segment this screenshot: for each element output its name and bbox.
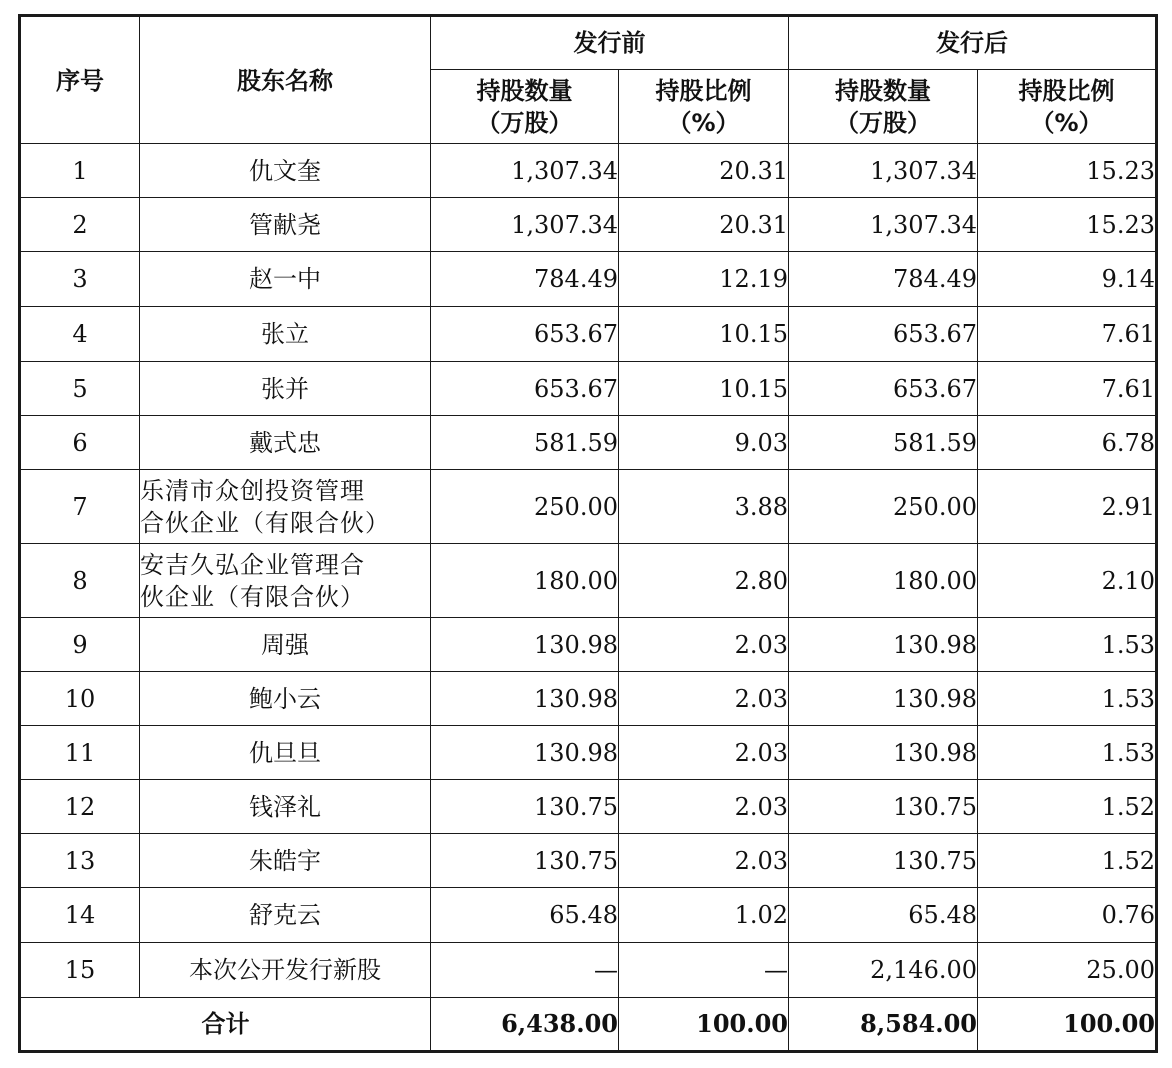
shareholder-name: 仇文奎 <box>140 144 431 198</box>
after-qty: 1,307.34 <box>789 144 978 198</box>
before-qty: 1,307.34 <box>431 144 619 198</box>
after-qty: 784.49 <box>789 252 978 307</box>
shareholder-table <box>18 14 1158 1053</box>
after-pct: 1.53 <box>978 672 1157 726</box>
table-row <box>20 307 1157 362</box>
before-qty: 130.75 <box>431 834 619 888</box>
shareholder-name: 舒克云 <box>140 888 431 943</box>
shareholder-name: 鲍小云 <box>140 672 431 726</box>
after-qty: 250.00 <box>789 470 978 544</box>
header-after-qty <box>789 70 978 144</box>
total-after-qty: 8,584.00 <box>789 998 978 1052</box>
row-number: 10 <box>20 672 140 726</box>
table-row <box>20 726 1157 780</box>
after-pct: 0.76 <box>978 888 1157 943</box>
before-qty: 180.00 <box>431 544 619 618</box>
after-qty: 653.67 <box>789 362 978 416</box>
before-pct: 10.15 <box>619 362 789 416</box>
after-pct: 1.53 <box>978 618 1157 672</box>
shareholder-name: 张并 <box>140 362 431 416</box>
shareholder-name: 周强 <box>140 618 431 672</box>
shareholder-name: 本次公开发行新股 <box>140 943 431 998</box>
before-pct: 10.15 <box>619 307 789 362</box>
header-pct-line1: 持股比例 <box>1018 76 1115 105</box>
table-row <box>20 618 1157 672</box>
after-pct: 7.61 <box>978 307 1157 362</box>
before-qty: 250.00 <box>431 470 619 544</box>
before-qty: 653.67 <box>431 362 619 416</box>
before-pct: 1.02 <box>619 888 789 943</box>
before-pct: — <box>619 943 789 998</box>
after-qty: 1,307.34 <box>789 198 978 252</box>
after-pct: 15.23 <box>978 198 1157 252</box>
row-number: 15 <box>20 943 140 998</box>
header-before-pct <box>619 70 789 144</box>
before-pct: 2.80 <box>619 544 789 618</box>
shareholder-name: 朱皓宇 <box>140 834 431 888</box>
after-pct: 2.91 <box>978 470 1157 544</box>
before-pct: 20.31 <box>619 144 789 198</box>
after-pct: 1.53 <box>978 726 1157 780</box>
after-pct: 15.23 <box>978 144 1157 198</box>
shareholder-name: 戴式忠 <box>140 416 431 470</box>
table-row <box>20 943 1157 998</box>
row-number: 5 <box>20 362 140 416</box>
before-pct: 12.19 <box>619 252 789 307</box>
before-qty: 130.98 <box>431 618 619 672</box>
before-qty: 130.98 <box>431 672 619 726</box>
table-row <box>20 198 1157 252</box>
table-row <box>20 416 1157 470</box>
header-pct-line2: （%） <box>667 108 740 137</box>
row-number: 1 <box>20 144 140 198</box>
table-row <box>20 362 1157 416</box>
shareholder-name: 张立 <box>140 307 431 362</box>
total-label: 合计 <box>20 998 431 1052</box>
header-seq: 序号 <box>20 16 140 144</box>
before-qty: 1,307.34 <box>431 198 619 252</box>
table-row <box>20 780 1157 834</box>
table-row <box>20 672 1157 726</box>
total-before-pct: 100.00 <box>619 998 789 1052</box>
after-qty: 130.98 <box>789 618 978 672</box>
after-pct: 7.61 <box>978 362 1157 416</box>
header-qty-line1: 持股数量 <box>476 76 573 105</box>
after-qty: 180.00 <box>789 544 978 618</box>
header-after-pct <box>978 70 1157 144</box>
row-number: 4 <box>20 307 140 362</box>
before-qty: 784.49 <box>431 252 619 307</box>
row-number: 13 <box>20 834 140 888</box>
header-row-1 <box>20 16 1157 70</box>
after-pct: 9.14 <box>978 252 1157 307</box>
shareholder-name-line2: 伙企业（有限合伙） <box>140 582 365 611</box>
after-qty: 653.67 <box>789 307 978 362</box>
row-number: 14 <box>20 888 140 943</box>
row-number: 6 <box>20 416 140 470</box>
before-pct: 2.03 <box>619 618 789 672</box>
header-qty-line1: 持股数量 <box>835 76 931 105</box>
after-qty: 130.75 <box>789 780 978 834</box>
shareholder-name <box>140 470 431 544</box>
table-row <box>20 888 1157 943</box>
before-pct: 2.03 <box>619 726 789 780</box>
after-qty: 130.98 <box>789 726 978 780</box>
header-name: 股东名称 <box>140 16 431 144</box>
before-qty: 130.75 <box>431 780 619 834</box>
header-pct-line1: 持股比例 <box>655 76 752 105</box>
after-qty: 130.75 <box>789 834 978 888</box>
row-number: 7 <box>20 470 140 544</box>
before-pct: 9.03 <box>619 416 789 470</box>
after-pct: 6.78 <box>978 416 1157 470</box>
before-pct: 2.03 <box>619 672 789 726</box>
table-row <box>20 144 1157 198</box>
before-pct: 3.88 <box>619 470 789 544</box>
after-qty: 65.48 <box>789 888 978 943</box>
before-pct: 2.03 <box>619 834 789 888</box>
table-row <box>20 252 1157 307</box>
after-pct: 1.52 <box>978 780 1157 834</box>
header-before: 发行前 <box>431 16 789 70</box>
before-qty: — <box>431 943 619 998</box>
shareholder-name-line2: 合伙企业（有限合伙） <box>140 508 390 537</box>
total-after-pct: 100.00 <box>978 998 1157 1052</box>
after-qty: 2,146.00 <box>789 943 978 998</box>
before-qty: 130.98 <box>431 726 619 780</box>
header-pct-line2: （%） <box>1030 108 1103 137</box>
before-qty: 65.48 <box>431 888 619 943</box>
before-qty: 581.59 <box>431 416 619 470</box>
row-number: 3 <box>20 252 140 307</box>
before-pct: 2.03 <box>619 780 789 834</box>
header-qty-line2: （万股） <box>476 108 573 137</box>
header-before-qty <box>431 70 619 144</box>
row-number: 12 <box>20 780 140 834</box>
row-number: 2 <box>20 198 140 252</box>
header-qty-line2: （万股） <box>835 108 931 137</box>
after-qty: 130.98 <box>789 672 978 726</box>
shareholder-name: 钱泽礼 <box>140 780 431 834</box>
table-row <box>20 544 1157 618</box>
table-row <box>20 834 1157 888</box>
after-qty: 581.59 <box>789 416 978 470</box>
shareholder-name-line1: 安吉久弘企业管理合 <box>140 550 365 579</box>
shareholder-name: 仇旦旦 <box>140 726 431 780</box>
before-pct: 20.31 <box>619 198 789 252</box>
row-number: 9 <box>20 618 140 672</box>
total-before-qty: 6,438.00 <box>431 998 619 1052</box>
shareholder-name: 赵一中 <box>140 252 431 307</box>
row-number: 11 <box>20 726 140 780</box>
shareholder-name <box>140 544 431 618</box>
shareholder-name-line1: 乐清市众创投资管理 <box>140 476 365 505</box>
row-number: 8 <box>20 544 140 618</box>
after-pct: 2.10 <box>978 544 1157 618</box>
total-row <box>20 998 1157 1052</box>
header-after: 发行后 <box>789 16 1157 70</box>
shareholder-name: 管献尧 <box>140 198 431 252</box>
table-row <box>20 470 1157 544</box>
after-pct: 25.00 <box>978 943 1157 998</box>
before-qty: 653.67 <box>431 307 619 362</box>
after-pct: 1.52 <box>978 834 1157 888</box>
